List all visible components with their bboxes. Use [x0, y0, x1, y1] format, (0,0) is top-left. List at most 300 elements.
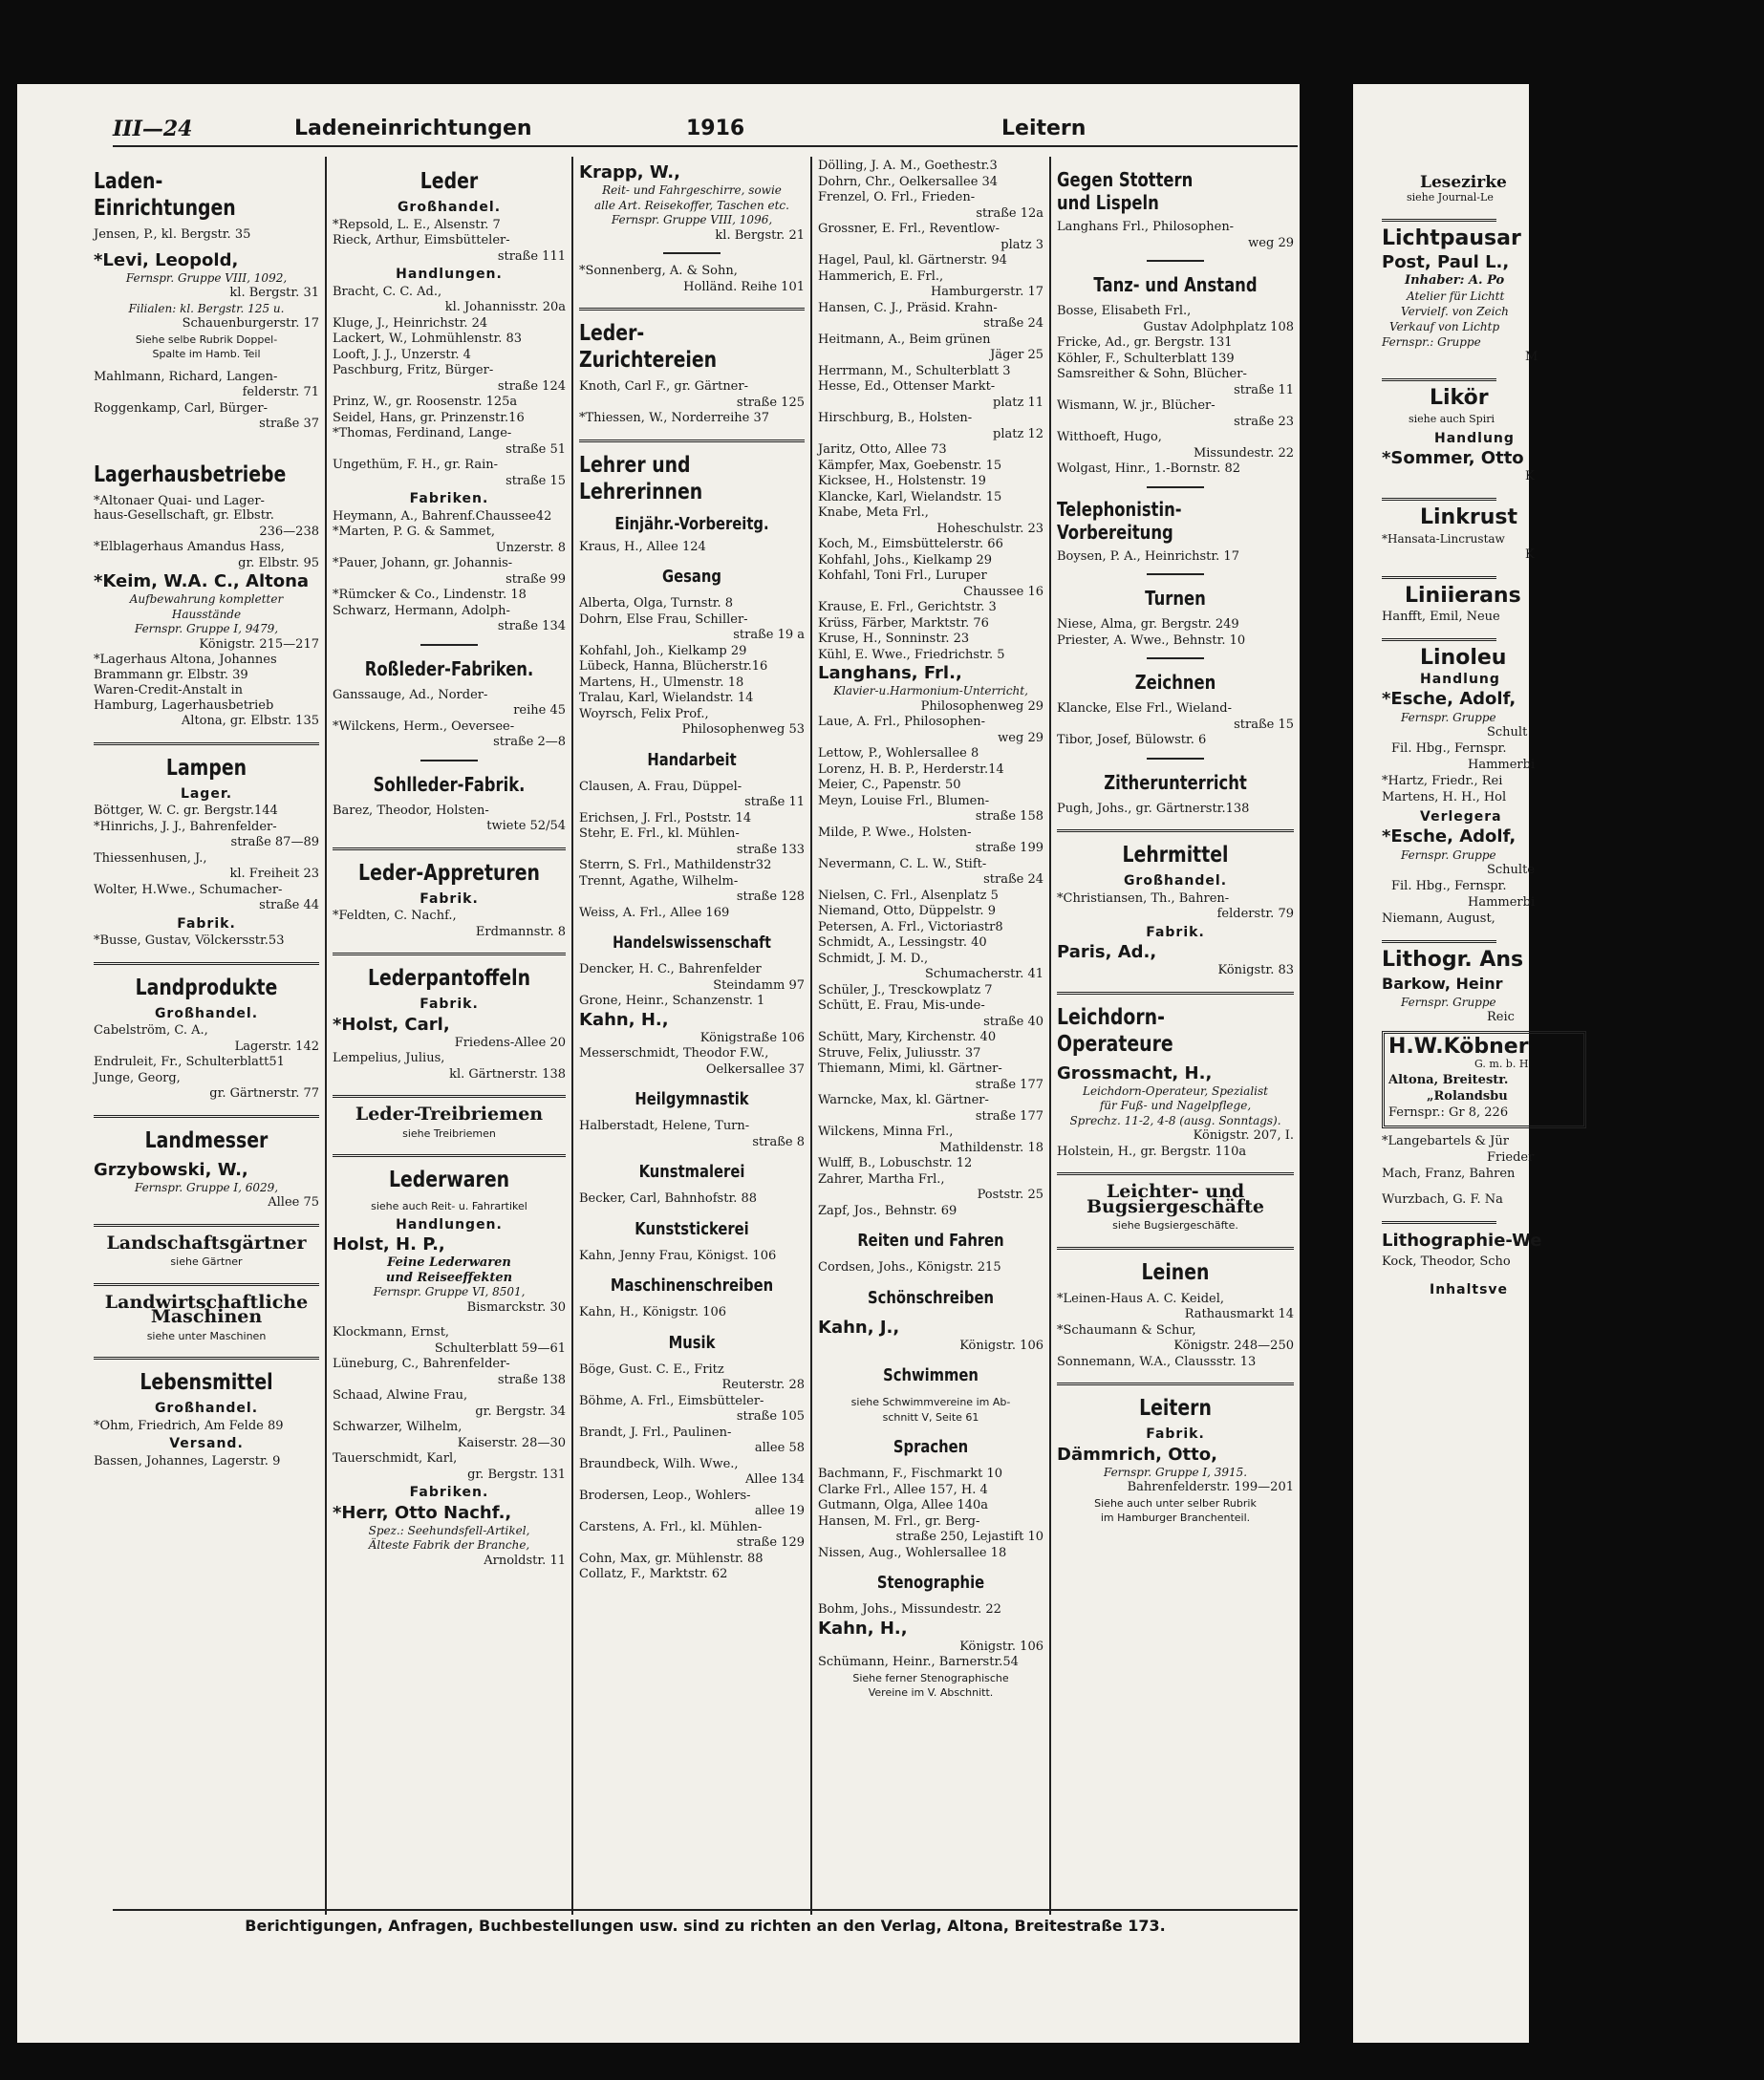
section-divider [94, 742, 319, 745]
entry: Kohfahl, Toni Frl., Luruper [818, 568, 987, 583]
entry-name: *Esche, Adolf, [1382, 689, 1517, 709]
subheading-handelswissenschaft: Handelswissenschaft [613, 933, 771, 953]
subheading: Lager. [180, 785, 233, 802]
entry: Zapf, Jos., Behnstr. 69 [818, 1203, 957, 1218]
entry: Bracht, C. C. Ad., [333, 284, 442, 299]
subheading-einjaehr-vorbereitung: Einjähr.-Vorbereitg. [614, 513, 769, 534]
entry-address: Reuterstr. 28 [721, 1378, 805, 1392]
entry: Wismann, W. jr., Blücher- [1057, 398, 1215, 413]
entry: Kluge, J., Heinrichstr. 24 [333, 315, 488, 331]
entry: Laue, A. Frl., Philosophen- [818, 715, 986, 729]
entry-address: gr. Gärtnerstr. 77 [209, 1086, 319, 1101]
entry: Lübeck, Hanna, Blücherstr.16 [579, 659, 768, 674]
footer-fragment: Inhaltsve [1430, 1282, 1509, 1297]
entry: Fricke, Ad., gr. Bergstr. 131 [1057, 335, 1233, 350]
cross-reference: Siehe ferner Stenographische Vereine im V. Abschnitt. [852, 1671, 1009, 1699]
column-rule [325, 157, 327, 1915]
entry: Dohrn, Else Frau, Schiller- [579, 611, 748, 627]
cross-reference: siehe Bugsiergeschäfte. [1112, 1219, 1238, 1232]
ad-address: Altona, Breitestr. [1388, 1073, 1509, 1087]
entry-address: Oelkersallee 37 [705, 1061, 805, 1077]
entry-address: Schult [1487, 725, 1528, 740]
entry: Heitmann, A., Beim grünen [818, 332, 991, 347]
heading-liniieranstalt: Liniierans [1405, 584, 1521, 608]
entry: Knabe, Meta Frl., [818, 505, 929, 520]
subheading: Fabrik. [1146, 1426, 1205, 1442]
entry: Collatz, F., Marktstr. 62 [579, 1567, 728, 1581]
divider [420, 760, 478, 761]
entry: Jaritz, Otto, Allee 73 [818, 442, 947, 457]
entry-address: straße 99 [506, 571, 566, 587]
entry-address: Hammerbi [1468, 758, 1536, 772]
entry: Gutmann, Olga, Allee 140a [818, 1498, 989, 1512]
entry: Böge, Gust. C. E., Fritz [579, 1362, 724, 1377]
entry: Brandt, J. Frl., Paulinen- [579, 1425, 732, 1440]
entry: Zahrer, Martha Frl., [818, 1171, 945, 1187]
entry-address: felderstr. 79 [1216, 907, 1294, 921]
column-1 [94, 159, 319, 1917]
entry: *Hinrichs, J. J., Bahrenfelder- [94, 819, 277, 834]
cross-reference: siehe unter Maschinen [146, 1329, 267, 1342]
entry: Koch, M., Eimsbüttelerstr. 66 [818, 537, 1003, 551]
entry-name: Kahn, H., [818, 1618, 908, 1639]
page-footer: Berichtigungen, Anfragen, Buchbestellungen usw. sind zu richten an den Verlag, Altona, Breitestraße 173. [113, 1909, 1298, 1935]
entry-address: Königstr. 207, I. [1193, 1128, 1294, 1143]
entry-address: twiete 52/54 [486, 819, 566, 833]
entry-address: straße 138 [497, 1372, 566, 1387]
subheading: Fabriken. [409, 491, 489, 506]
section-divider [579, 308, 805, 311]
entry: Bosse, Elisabeth Frl., [1057, 304, 1192, 318]
entry-name: Langhans, Frl., [818, 663, 962, 683]
section-divider [94, 1357, 319, 1360]
entry: Ungethüm, F. H., gr. Rain- [333, 458, 499, 472]
subheading: Großhandel. [397, 200, 502, 215]
entry-address: straße 199 [975, 841, 1043, 855]
heading-leder-zurichtereien: Leder- Zurichtereien [579, 321, 718, 373]
column-5 [1057, 159, 1294, 1917]
ad-company-form: G. m. b. H [1474, 1058, 1529, 1070]
cross-reference: siehe auch Spiri [1409, 413, 1495, 425]
entry: Hagel, Paul, kl. Gärtnerstr. 94 [818, 253, 1007, 268]
entry: Alberta, Olga, Turnstr. 8 [579, 596, 734, 611]
entry: Cohn, Max, gr. Mühlenstr. 88 [579, 1551, 764, 1566]
entry: Warncke, Max, kl. Gärtner- [818, 1093, 989, 1107]
subheading-schwimmen: Schwimmen [883, 1365, 979, 1385]
heading-landmesser: Landmesser [144, 1127, 269, 1153]
divider [1147, 657, 1204, 659]
entry-name: Kahn, J., [818, 1317, 900, 1338]
divider [1147, 573, 1204, 575]
entry: Meyn, Louise Frl., Blumen- [818, 793, 990, 808]
entry: Holstein, H., gr. Bergstr. 110a [1057, 1144, 1247, 1159]
entry: Dencker, H. C., Bahrenfelder [579, 962, 762, 976]
section-divider [94, 1283, 319, 1286]
entry-address: straße 15 [506, 473, 566, 488]
entry-name: Kahn, H., [579, 1009, 669, 1030]
subheading: Handlung [1420, 672, 1500, 687]
entry: Schütt, Mary, Kirchenstr. 40 [818, 1030, 997, 1044]
entry-name: *Levi, Leopold, [94, 249, 239, 270]
entry-address: weg 29 [998, 730, 1043, 745]
entry-address: Lagerstr. 142 [234, 1039, 319, 1054]
entry-address: Philosophenweg 53 [681, 722, 805, 737]
entry: Cabelström, C. A., [94, 1023, 208, 1038]
entry-name: Dämmrich, Otto, [1057, 1444, 1217, 1465]
entry: Junge, Georg, [94, 1070, 181, 1085]
entry-name: *Holst, Carl, [333, 1014, 450, 1035]
entry-address: 236—238 [259, 524, 319, 539]
heading-leder: Leder [419, 169, 479, 194]
entry-address: straße 129 [736, 1535, 805, 1550]
cross-reference: siehe Gärtner [170, 1255, 243, 1268]
cross-reference: siehe Treibriemen [402, 1126, 496, 1140]
entry: *Lagerhaus Altona, Johannes Brammann gr. Elbstr. 39 [94, 653, 277, 682]
entry: Martens, H. H., Hol [1382, 790, 1507, 804]
entry-address: Königstr. 215—217 [199, 636, 319, 652]
entry-address: K [1525, 547, 1535, 562]
directory-page [17, 84, 1300, 2043]
entry-address: straße 51 [506, 441, 566, 457]
section-divider [1382, 498, 1496, 501]
entry: *Hartz, Friedr., Rei [1382, 774, 1503, 788]
entry-name: Krapp, W., [579, 162, 680, 182]
entry: Klockmann, Ernst, [333, 1325, 450, 1340]
entry: Schmidt, A., Lessingstr. 40 [818, 935, 987, 950]
cross-reference: Siehe auch unter selber Rubrik im Hamburger Branchenteil. [1094, 1496, 1257, 1524]
entry: Dölling, J. A. M., Goethestr.3 [818, 159, 998, 173]
divider [1147, 758, 1204, 760]
heading-leder-treibriemen: Leder-Treibriemen [355, 1104, 544, 1125]
entry: Hirschburg, B., Holsten- [818, 411, 973, 425]
entry-address: Holländ. Reihe 101 [683, 279, 805, 294]
entry-address: Gustav Adolphplatz 108 [1143, 319, 1294, 334]
section-divider [1057, 1383, 1294, 1385]
entry: Schwarzer, Wilhelm, [333, 1420, 463, 1434]
heading-lithogr-anstalten: Lithogr. Ans [1382, 948, 1524, 972]
entry: Thiemann, Mimi, kl. Gärtner- [818, 1061, 1002, 1076]
ad-phone: Fernspr.: Gr 8, 226 [1388, 1105, 1509, 1120]
entry: *Wilckens, Herm., Oeversee- [333, 718, 515, 734]
divider [1147, 260, 1204, 262]
entry-name: *Herr, Otto Nachf., [333, 1502, 512, 1523]
entry: Struve, Felix, Juliusstr. 37 [818, 1045, 981, 1061]
entry: Looft, J. J., Unzerstr. 4 [333, 347, 471, 362]
entry-phone: Fernspr. Gruppe I, 6029, [134, 1180, 279, 1194]
entry: Ganssauge, Ad., Norder- [333, 687, 488, 702]
entry: Schümann, Heinr., Barnerstr.54 [818, 1655, 1019, 1669]
entry-name: Grzybowski, W., [94, 1159, 248, 1180]
subheading-musik: Musik [668, 1332, 716, 1353]
entry: Grone, Heinr., Schanzenstr. 1 [579, 994, 765, 1008]
entry: Böhme, A. Frl., Eimsbütteler- [579, 1393, 764, 1408]
heading-landschaftsgaertner: Landschaftsgärtner [106, 1232, 307, 1254]
entry: Krüss, Färber, Marktstr. 76 [818, 615, 989, 631]
entry: *Christiansen, Th., Bahren- [1057, 890, 1230, 906]
entry: Schütt, E. Frau, Mis-unde- [818, 998, 985, 1013]
heading-linoleum: Linoleu [1420, 646, 1507, 670]
cross-reference: Siehe selbe Rubrik Doppel- Spalte im Hamb. Teil [135, 332, 278, 360]
entry-name: Post, Paul L., [1382, 252, 1510, 272]
page-number: III—24 [113, 117, 193, 141]
entry: Cordsen, Johs., Königstr. 215 [818, 1260, 1001, 1275]
entry: Bohm, Johs., Missundestr. 22 [818, 1602, 1001, 1617]
section-divider [94, 962, 319, 965]
entry-address: platz 12 [993, 426, 1043, 441]
ad-company-name: H.W.Köbner [1388, 1035, 1529, 1059]
entry-address: straße 2—8 [493, 735, 566, 749]
section-title: Ladeneinrichtungen [294, 117, 532, 140]
entry: Lettow, P., Wohlersallee 8 [818, 746, 979, 761]
heading-lebensmittel: Lebensmittel [140, 1370, 273, 1395]
entry-address: straße 8 [752, 1134, 805, 1149]
entry-description: Spez.: Seehundsfell-Artikel, Älteste Fabrik der Branche, [368, 1523, 530, 1552]
cross-reference: siehe auch Reit- u. Fahrartikel [371, 1200, 527, 1212]
entry: Woyrsch, Felix Prof., [579, 706, 709, 721]
entry: Böttger, W. C. gr. Bergstr.144 [94, 804, 278, 818]
entry: Lempelius, Julius, [333, 1051, 445, 1065]
entry-address: M [1525, 350, 1538, 364]
entry-address: Reic [1487, 1010, 1515, 1024]
subheading: Fabriken. [409, 1485, 489, 1500]
heading-linkrusta: Linkrust [1420, 505, 1517, 529]
entry: Niemand, Otto, Düppelstr. 9 [818, 904, 996, 918]
heading-leichdorn-operateure: Leichdorn- Operateure [1057, 1004, 1173, 1057]
entry: Bachmann, F., Fischmarkt 10 [818, 1467, 1003, 1481]
entry: Hanfft, Emil, Neue [1382, 610, 1500, 624]
entry: *Leinen-Haus A. C. Keidel, [1057, 1291, 1224, 1306]
entry-address: felderstr. 71 [242, 385, 319, 399]
entry-address: Frieder [1487, 1150, 1535, 1165]
entry-address: straße 125 [736, 395, 805, 410]
entry-address: Steindamm 97 [713, 977, 805, 993]
subheading: Versand. [169, 1436, 244, 1451]
entry: Krause, E. Frl., Gerichtstr. 3 [818, 600, 997, 614]
column-rule [810, 157, 812, 1915]
entry-address: Kaiserstr. 28—30 [457, 1435, 566, 1450]
column-rule [1049, 157, 1051, 1915]
entry: Hammerich, E. Frl., [818, 268, 944, 284]
entry-name: Paris, Ad., [1057, 942, 1157, 962]
section-divider [1382, 219, 1496, 222]
entry-phone: Fernspr. Gruppe I, 9479, [134, 622, 279, 635]
heading-lagerhausbetriebe: Lagerhausbetriebe [94, 461, 287, 487]
entry: Klancke, Else Frl., Wieland- [1057, 701, 1233, 716]
entry: Braundbeck, Wilh. Wwe., [579, 1456, 739, 1471]
entry-address: Rathausmarkt 14 [1184, 1307, 1294, 1321]
entry-description: Vervielf. von Zeich [1401, 305, 1509, 318]
subheading-sprachen: Sprachen [893, 1437, 969, 1457]
entry-address: kl. Bergstr. 31 [229, 286, 319, 300]
entry: Petersen, A. Frl., Victoriastr8 [818, 919, 1003, 934]
section-divider [1057, 1247, 1294, 1250]
entry: Kohfahl, Joh., Kielkamp 29 [579, 643, 747, 658]
entry: Heymann, A., Bahrenf.Chaussee42 [333, 508, 552, 524]
entry-address: Königstr. 106 [959, 1639, 1043, 1654]
advertisement-box [1382, 1031, 1586, 1128]
entry: Schüler, J., Tresckowplatz 7 [818, 982, 993, 997]
entry: Kahn, Jenny Frau, Königst. 106 [579, 1248, 777, 1263]
entry-address: straße 24 [983, 316, 1043, 331]
section-divider [333, 953, 566, 955]
entry-phone: Fernspr. Gruppe I, 3915. [1103, 1465, 1248, 1479]
entry: Herrmann, M., Schulterblatt 3 [818, 363, 1011, 378]
column-4 [818, 159, 1043, 1917]
entry: Halberstadt, Helene, Turn- [579, 1119, 750, 1133]
divider [1147, 486, 1204, 488]
heading-lederwaren: Lederwaren [388, 1168, 510, 1192]
heading-zitherunterricht: Zitherunterricht [1104, 770, 1247, 794]
entry-address: straße 37 [259, 417, 319, 431]
page-header [113, 113, 1298, 147]
entry: Wilckens, Minna Frl., [818, 1125, 954, 1139]
heading-lehrmittel: Lehrmittel [1122, 843, 1229, 868]
entry: Weiss, A. Frl., Allee 169 [579, 905, 730, 920]
cross-reference: siehe Schwimmvereine im Ab- schnitt V, Seite 61 [850, 1396, 1011, 1424]
entry: Milde, P. Wwe., Holsten- [818, 825, 972, 840]
section-divider [1057, 1172, 1294, 1175]
entry-description: Aufbewahrung kompletter Hausstände [129, 592, 284, 621]
entry-address: straße 40 [983, 1014, 1043, 1029]
entry-address: straße 105 [736, 1409, 805, 1424]
section-divider [94, 1115, 319, 1118]
entry: Wolter, H.Wwe., Schumacher- [94, 882, 283, 897]
ad-building: „Rolandsbu [1427, 1089, 1508, 1104]
entry: Grossner, E. Frl., Reventlow- [818, 222, 1000, 236]
entry-address: straße 158 [975, 809, 1043, 824]
entry: *Sonnenberg, A. & Sohn, [579, 264, 738, 278]
heading-landwirtschaftliche-maschinen: Landwirtschaftliche Maschinen [104, 1291, 309, 1327]
entry-phone: Fernspr. Gruppe [1401, 996, 1496, 1009]
heading-lesezirkel: Lesezirke [1420, 173, 1507, 192]
entry: Tralau, Karl, Wielandstr. 14 [579, 691, 754, 705]
heading-laden-einrichtungen: Laden- Einrichtungen [94, 169, 236, 221]
section-divider [579, 440, 805, 442]
entry-description: Leichdorn-Operateur, Spezialist für Fuß- und Nagelpflege, Sprechz. 11-2, 4-8 (ausg. Sonntags). [1069, 1083, 1281, 1127]
section-divider [333, 1154, 566, 1157]
entry: Waren-Credit-Anstalt in Hamburg, Lagerhausbetrieb [94, 683, 274, 713]
entry-address: straße 12a [976, 205, 1043, 221]
entry-address: straße 44 [259, 898, 319, 912]
entry-description: Feine Lederwaren und Reiseeffekten [385, 1255, 513, 1285]
subheading-kunstmalerei: Kunstmalerei [638, 1162, 745, 1182]
entry: Sonnemann, W.A., Claussstr. 13 [1057, 1354, 1257, 1369]
heading-leitern: Leitern [1139, 1396, 1212, 1421]
entry-name: Holst, H. P., [333, 1234, 445, 1254]
divider [420, 644, 478, 646]
entry-address: Bismarckstr. 30 [466, 1299, 566, 1315]
section-divider [1382, 638, 1496, 641]
entry-address: straße 23 [1234, 414, 1294, 429]
entry-address: straße 250, Lejastift 10 [895, 1530, 1043, 1544]
section-divider [1057, 829, 1294, 832]
heading-leichter-bugsier: Leichter- und Bugsiergeschäfte [1086, 1181, 1264, 1217]
entry: Klancke, Karl, Wielandstr. 15 [818, 489, 1002, 504]
entry-address: straße 177 [975, 1108, 1043, 1124]
entry: Kühl, E. Wwe., Friedrichstr. 5 [818, 647, 1005, 662]
entry-description: Verkauf von Lichtp [1389, 320, 1500, 333]
entry: Carstens, A. Frl., kl. Mühlen- [579, 1519, 763, 1534]
subheading: Großhandel. [1123, 873, 1228, 889]
heading-lehrer-und-lehrerinnen: Lehrer und Lehrerinnen [579, 452, 703, 504]
entry-address: Allee 75 [268, 1195, 319, 1210]
entry: Knoth, Carl F., gr. Gärtner- [579, 379, 748, 394]
entry: Nielsen, C. Frl., Alsenplatz 5 [818, 888, 999, 903]
year: 1916 [686, 117, 745, 140]
entry: *Altonaer Quai- und Lager- haus-Gesellschaft, gr. Elbstr. [94, 493, 274, 523]
entry: *Elblagerhaus Amandus Hass, [94, 540, 285, 554]
entry-address: Mathildenstr. 18 [939, 1140, 1043, 1155]
entry: Jensen, P., kl. Bergstr. 35 [94, 227, 251, 242]
section-divider [333, 1095, 566, 1098]
subheading: Handlungen. [396, 267, 503, 282]
heading-tanz-und-anstand: Tanz- und Anstand [1093, 273, 1258, 296]
column-rule [571, 157, 573, 1915]
entry-address: kl. Bergstr. 21 [715, 227, 805, 243]
entry-address: weg 29 [1248, 235, 1294, 250]
entry: Boysen, P. A., Heinrichstr. 17 [1057, 548, 1239, 564]
entry-address: allee 58 [754, 1441, 805, 1455]
entry: Trennt, Agathe, Wilhelm- [579, 873, 739, 889]
entry-address: Jäger 25 [990, 348, 1043, 362]
entry-name: *Esche, Adolf, [1382, 826, 1517, 847]
entry: Priester, A. Wwe., Behnstr. 10 [1057, 633, 1246, 648]
entry: Witthoeft, Hugo, [1057, 430, 1162, 444]
entry: Fil. Hbg., Fernspr. [1391, 879, 1507, 893]
entry: Lüneburg, C., Bahrenfelder- [333, 1357, 510, 1371]
entry: *Rümcker & Co., Lindenstr. 18 [333, 588, 527, 602]
entry: Niese, Alma, gr. Bergstr. 249 [1057, 617, 1239, 632]
entry: *Repsold, L. E., Alsenstr. 7 [333, 217, 501, 232]
entry: Wurzbach, G. F. Na [1382, 1192, 1503, 1207]
subheading-kunststickerei: Kunststickerei [635, 1218, 749, 1239]
subheading-heilgymnastik: Heilgymnastik [635, 1089, 749, 1109]
heading-sohlleder-fabrik: Sohlleder-Fabrik. [373, 772, 526, 796]
entry-address: gr. Bergstr. 34 [475, 1404, 566, 1419]
section-divider [1382, 940, 1496, 943]
entry-address: Philosophenweg 29 [920, 698, 1043, 714]
adjacent-column [1382, 84, 1764, 1299]
entry-phone: Fernspr. Gruppe VIII, 1092, [125, 270, 288, 285]
entry: Kruse, H., Sonninstr. 23 [818, 632, 970, 646]
entry: Kraus, H., Allee 124 [579, 539, 706, 554]
entry-address: straße 24 [983, 872, 1043, 887]
entry-address: Königstr. 248—250 [1173, 1339, 1294, 1353]
entry: Mach, Franz, Bahren [1382, 1167, 1516, 1181]
entry: Mahlmann, Richard, Langen- [94, 369, 278, 384]
entry: Stehr, E. Frl., kl. Mühlen- [579, 826, 740, 841]
heading-lichtpausanstalt: Lichtpausar [1382, 226, 1521, 250]
divider [663, 252, 721, 254]
entry-phone: Fernspr.: Gruppe [1382, 335, 1481, 349]
entry: Nevermann, C. L. W., Stift- [818, 856, 987, 871]
heading-telephonistin: Telephonistin- Vorbereitung [1057, 497, 1182, 544]
subheading-reiten-und-fahren: Reiten und Fahren [857, 1231, 1004, 1251]
entry: Hansen, C. J., Präsid. Krahn- [818, 300, 998, 315]
subheading-schoenschreiben: Schönschreiben [867, 1287, 995, 1308]
entry: Brodersen, Leop., Wohlers- [579, 1488, 751, 1503]
entry-address: Königstraße 106 [699, 1030, 805, 1045]
entry: Schwarz, Hermann, Adolph- [333, 603, 510, 618]
entry-address: Allee 134 [744, 1472, 805, 1487]
entry-address: Schulterblatt 59—61 [434, 1340, 566, 1356]
column-3 [579, 159, 805, 1917]
entry: Roggenkamp, Carl, Bürger- [94, 400, 268, 416]
entry: Nissen, Aug., Wohlersallee 18 [818, 1545, 1007, 1560]
entry-name: Grossmacht, H., [1057, 1062, 1213, 1083]
entry-address: Arnoldstr. 11 [484, 1553, 566, 1568]
subheading: Handlung [1434, 431, 1515, 446]
